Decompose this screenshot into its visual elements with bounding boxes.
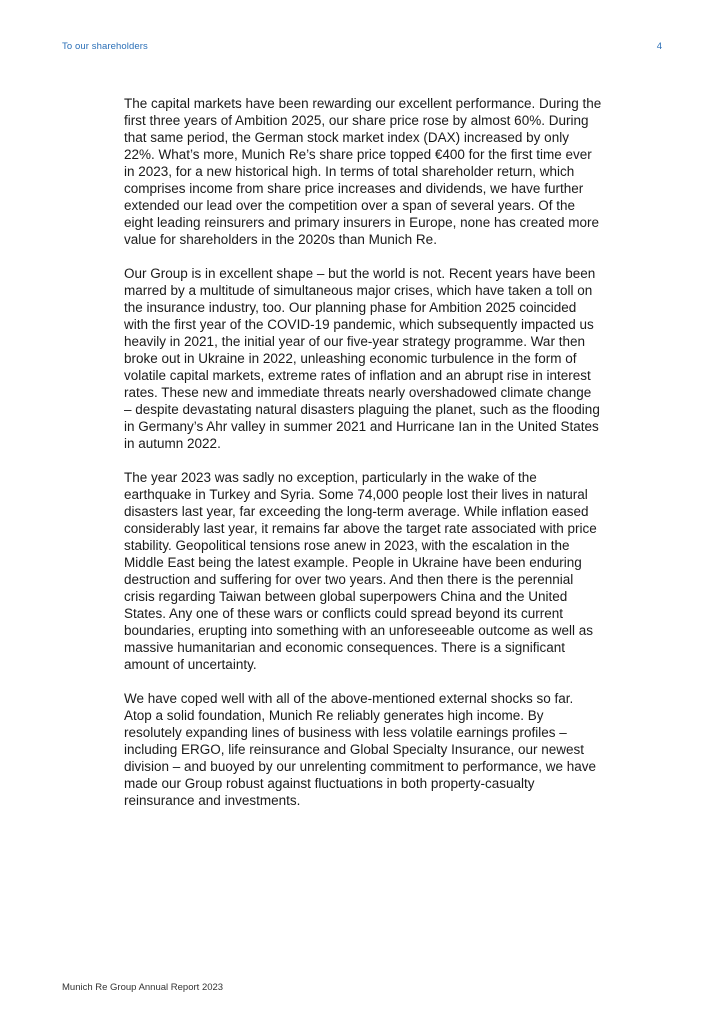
paragraph-resilience: We have coped well with all of the above-mentioned external shocks so far. Atop a solid foundation, Munich Re reliably generates high income. By resolutely expanding lines of business with less volatile earnings profiles – including ERGO, life reinsurance and Global Specialty Insurance, our newest division – and buoyed by our unrelenting commitment to performance, we have made our Group robust against fluctuations in both property-casualty reinsurance and investments. (124, 691, 597, 808)
footer-report-title: Munich Re Group Annual Report 2023 (62, 982, 224, 993)
section-link-to-our-shareholders[interactable]: To our shareholders (62, 41, 148, 52)
body-text (124, 95, 602, 826)
paragraph-share-performance: The capital markets have been rewarding our excellent performance. During the first three years of Ambition 2025, our share price rose by almost 60%. During that same period, the German stock market index (DAX) increased by only 22%. What’s more, Munich Re’s share price topped €400 for the first time ever in 2023, for a new historical high. In terms of total shareholder return, which comprises income from share price increases and dividends, we have further extended our lead over the competition over a span of several years. Of the eight leading reinsurers and primary insurers in Europe, none has created more value for shareholders in the 2020s than Munich Re. (124, 96, 602, 247)
paragraph-crises: Our Group is in excellent shape – but the world is not. Recent years have been marred by a multitude of simultaneous major crises, which have taken a toll on the insurance industry, too. Our planning phase for Ambition 2025 coincided with the first year of the COVID-19 pandemic, which subsequently impacted us heavily in 2021, the initial year of our five-year strategy programme. War then broke out in Ukraine in 2022, unleashing economic turbulence in the form of volatile capital markets, extreme rates of inflation and an abrupt rise in interest rates. These new and immediate threats nearly overshadowed climate change – despite devastating natural disasters plaguing the planet, such as the flooding in Germany’s Ahr valley in summer 2021 and Hurricane Ian in the United States in autumn 2022. (124, 266, 600, 451)
page-number: 4 (656, 41, 662, 52)
paragraph-2023-events: The year 2023 was sadly no exception, particularly in the wake of the earthquake in Turkey and Syria. Some 74,000 people lost their lives in natural disasters last year, far exceeding the long-term average. While inflation eased considerably last year, it remains far above the target rate associated with price stability. Geopolitical tensions rose anew in 2023, with the escalation in the Middle East being the latest example. People in Ukraine have been enduring destruction and suffering for over two years. And then there is the perennial crisis regarding Taiwan between global superpowers China and the United States. Any one of these wars or conflicts could spread beyond its current boundaries, erupting into something with an unforeseeable outcome as well as massive humanitarian and economic consequences. There is a significant amount of uncertainty. (124, 470, 597, 672)
